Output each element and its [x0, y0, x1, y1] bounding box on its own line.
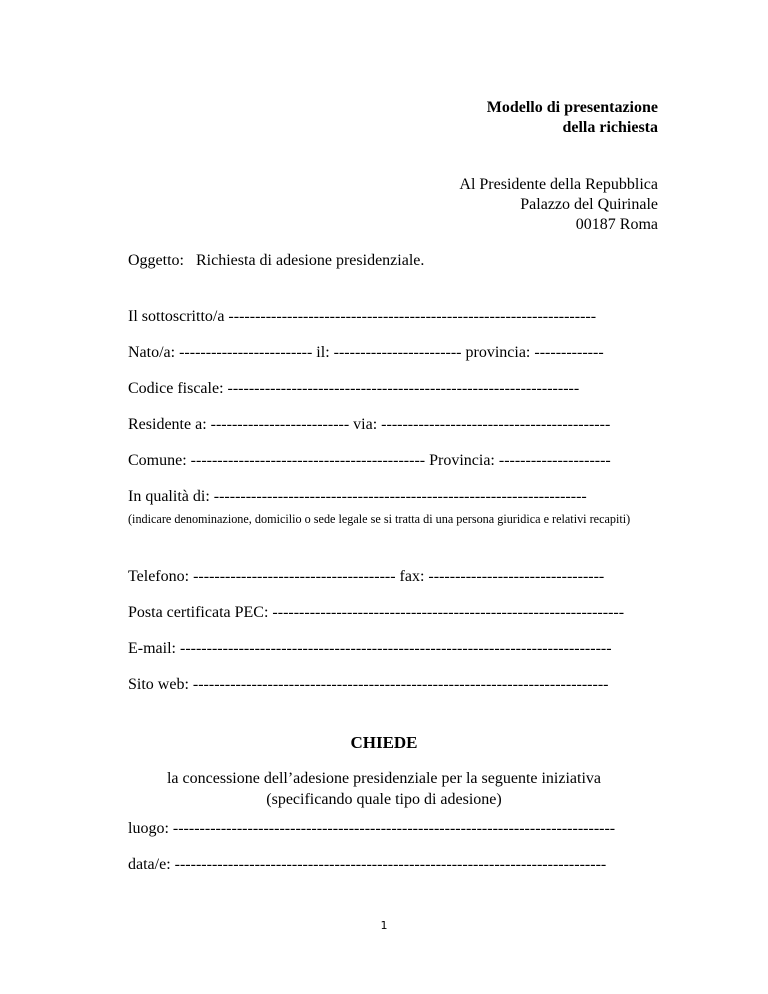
- document-title: [487, 98, 658, 138]
- field-luogo: luogo: -----------------------------------------------------------------------------------: [128, 820, 616, 837]
- field-nato: Nato/a: ------------------------- il: ------------------------ provincia: -------------: [128, 344, 604, 361]
- field-residente: Residente a: -------------------------- via: -------------------------------------------: [128, 416, 611, 433]
- field-data: data/e: ---------------------------------------------------------------------------------: [128, 856, 607, 873]
- field-sito: Sito web: ------------------------------------------------------------------------------: [128, 676, 609, 693]
- request-line-2: (specificando quale tipo di adesione): [266, 791, 502, 808]
- recipient-line-3: 00187 Roma: [575, 216, 658, 233]
- subject-label: Oggetto:: [128, 252, 184, 269]
- field-pec: Posta certificata PEC: ------------------------------------------------------------------: [128, 604, 625, 621]
- field-sottoscritto: Il sottoscritto/a ---------------------------------------------------------------------: [128, 308, 597, 325]
- field-codice-fiscale: Codice fiscale: ------------------------------------------------------------------: [128, 380, 580, 397]
- subject-text: Richiesta di adesione presidenziale.: [196, 252, 425, 269]
- recipient-address: [459, 175, 658, 235]
- field-telefono: Telefono: -------------------------------------- fax: ---------------------------------: [128, 568, 605, 585]
- field-comune: Comune: -------------------------------------------- Provincia: ---------------------: [128, 452, 611, 469]
- field-email: E-mail: ---------------------------------------------------------------------------------: [128, 640, 612, 657]
- field-qualita-note: (indicare denominazione, domicilio o sede legale se si tratta di una persona giuridica e relativi recapiti): [128, 512, 631, 526]
- recipient-line-2: Palazzo del Quirinale: [520, 196, 658, 213]
- field-qualita: In qualità di: ----------------------------------------------------------------------: [128, 488, 587, 505]
- title-line-2: della richiesta: [562, 119, 658, 136]
- subject-line: [128, 251, 658, 271]
- request-line-1: la concessione dell’adesione presidenziale per la seguente iniziativa: [166, 770, 602, 787]
- page-number: 1: [380, 919, 388, 932]
- chiede-heading: CHIEDE: [350, 733, 418, 752]
- request-text: [0, 768, 768, 810]
- recipient-line-1: Al Presidente della Repubblica: [459, 176, 658, 193]
- title-line-1: Modello di presentazione: [486, 99, 658, 116]
